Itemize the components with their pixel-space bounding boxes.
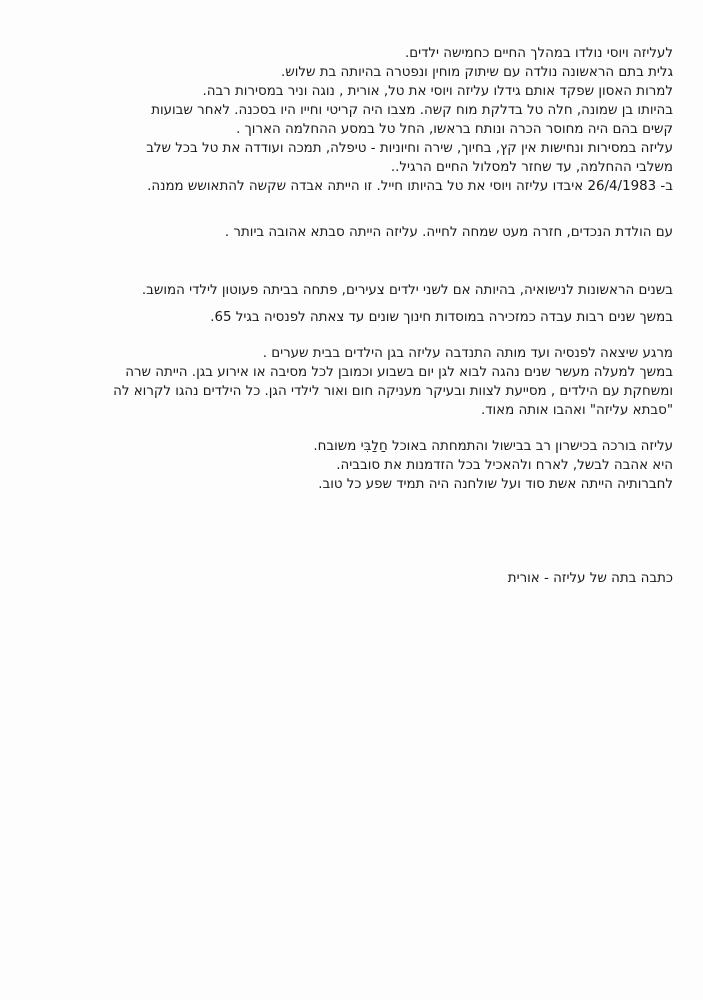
text-line: משלבי ההחלמה, עד שחזר למסלול החיים הרגיל.. [390, 160, 673, 175]
text-line: היא אהבה לבשל, לארח ולהאכיל בכל הזדמנות את סובביה. [336, 458, 673, 473]
paragraph-cooking [40, 437, 673, 494]
text-line: בשנים הראשונות לנישואיה, בהיותה אם לשני ילדים צעירים, פתחה בביתה פעוטון לילדי המושב. [141, 283, 673, 298]
signature-line [40, 569, 673, 588]
paragraph-grandchildren [40, 223, 673, 242]
text-line: לחברותיה הייתה אשת סוד ועל שולחנה היה תמיד שפע כל טוב. [318, 477, 673, 492]
text-line: עליזה בורכה בכישרון רב בבישול והתמחתה באוכל חַלַבִּי משובח. [313, 439, 673, 454]
paragraph-career [40, 308, 673, 327]
text-line: במשך שנים רבות עבדה כמזכירה במוסדות חינוך שונים עד צאתה לפנסיה בגיל 65. [210, 310, 673, 325]
text-line: בהיותו בן שמונה, חלה טל בדלקת מוח קשה. מצבו היה קריטי וחייו היו בסכנה. לאחר שבועות [151, 103, 673, 118]
text-line: גלית בתם הראשונה נולדה עם שיתוק מוחין ונפטרה בהיותה בת שלוש. [280, 65, 673, 80]
author-credit: כתבה בתה של עליזה - אורית [507, 571, 673, 586]
text-line: ב- 26/4/1983 איבדו עליזה ויוסי את טל בהיותו חייל. זו הייתה אבדה שקשה להתאושש ממנה. [147, 179, 673, 194]
text-line: לעליזה ויוסי נולדו במהלך החיים כחמישה ילדים. [404, 46, 673, 61]
text-line: במשך למעלה מעשר שנים נהגה לבוא לגן יום בשבוע וכמובן לכל מסיבה או אירוע בגן. הייתה שרה [125, 365, 673, 380]
text-line: מרגע שיצאה לפנסיה ועד מותה התנדבה עליזה בגן הילדים בבית שערים . [262, 346, 673, 361]
text-line: ומשחקת עם הילדים , מסייעת לצוות ובעיקר מעניקה חום ואור לילדי הגן. כל הילדים נהגו לקרוא לה [113, 384, 673, 399]
text-line: למרות האסון שפקד אותם גידלו עליזה ויוסי את טל, אורית , נוגה וניר במסירות רבה. [202, 84, 673, 99]
text-line: עליזה במסירות ונחישות אין קץ, בחיוך, שירה וחיוניות - טיפלה, תמכה ועודדה את טל בכל שלב [146, 141, 673, 156]
paragraph-family-history [40, 44, 673, 196]
paragraph-nursery [40, 281, 673, 300]
text-line: קשים בהם היה מחוסר הכרה ונותח בראשו, החל טל במסע ההחלמה הארוך . [236, 122, 673, 137]
paragraph-volunteering [40, 344, 673, 420]
text-line: "סבתא עליזה" ואהבו אותה מאוד. [480, 403, 673, 418]
text-line: עם הולדת הנכדים, חזרה מעט שמחה לחייה. עליזה הייתה סבתא אהובה ביותר . [224, 225, 673, 240]
